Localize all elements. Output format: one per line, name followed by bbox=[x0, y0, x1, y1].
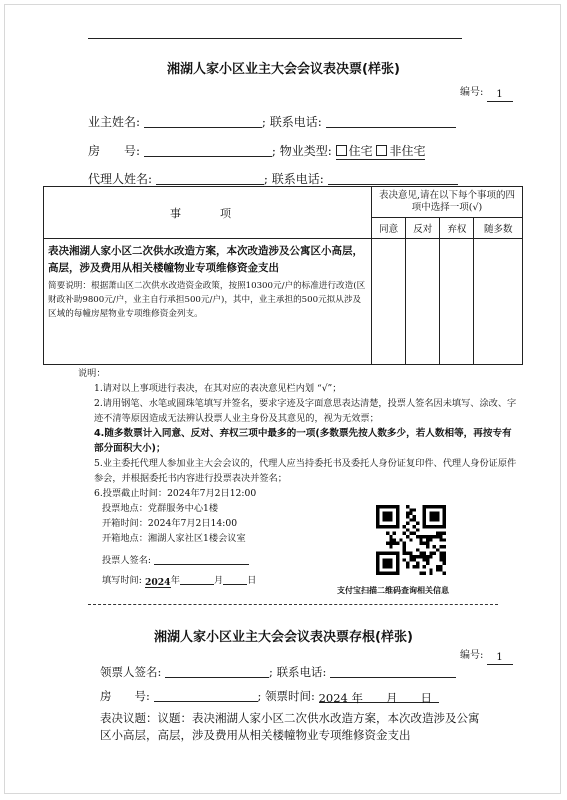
qr-caption: 支付宝扫描二维码查询相关信息 bbox=[337, 586, 449, 595]
stub-title: 湘湖人家小区业主大会会议表决票存根(样张) bbox=[154, 630, 413, 645]
serial-value[interactable]: 1 bbox=[487, 89, 513, 102]
owner-name-label: 业主姓名: bbox=[88, 115, 141, 129]
vote-majority-cell[interactable] bbox=[474, 239, 523, 365]
count-place: 开箱地点：湘湖人家社区1楼会议室 bbox=[102, 533, 246, 544]
fill-year[interactable]: 2024 bbox=[144, 577, 171, 588]
serial-label: 编号: bbox=[460, 87, 484, 98]
non-residential-label: 非住宅 bbox=[389, 144, 426, 158]
stub-receive-time-field[interactable] bbox=[319, 690, 439, 703]
top-rule bbox=[88, 38, 462, 39]
stub-room-row: 房 号: ; 领票时间: 2024 年 月 日 bbox=[100, 688, 439, 705]
note-4: 4.随多数票计入同意、反对、弃权三项中最多的一项(多数票先按人数多少，若人数相等，再按专有部分面积大小)； bbox=[94, 428, 512, 454]
agent-phone-label: 联系电话: bbox=[271, 172, 324, 186]
fill-time-row bbox=[78, 572, 518, 588]
vote-agree-cell[interactable] bbox=[372, 239, 406, 365]
matter-description: 简要说明：根据萧山区二次供水改造资金政策，按照10300元/户的标准进行改造(区财政补助9800元/户，业主自行承担500元/户)，其中，业主承担的500元拟从涉及区域的每幢房屋物业专项维修资金列支。 bbox=[48, 281, 366, 319]
item-header: 事 项 bbox=[44, 187, 372, 239]
vote-deadline: 6.投票截止时间：2024年7月2日12:00 bbox=[94, 488, 257, 499]
residential-checkbox[interactable] bbox=[336, 145, 347, 156]
year-char: 年 bbox=[170, 575, 180, 586]
note-1: 1.请对以上事项进行表决，在其对应的表决意见栏内划 “√”； bbox=[94, 383, 342, 394]
agent-phone-field[interactable] bbox=[328, 172, 458, 185]
stub-receiver-row: 领票人签名: ; 联系电话: bbox=[100, 664, 456, 681]
agent-row: 代理人姓名: ; 联系电话: bbox=[88, 170, 458, 187]
stub-serial-label: 编号: bbox=[460, 650, 484, 661]
stub-receiver-label: 领票人签名: bbox=[100, 665, 162, 679]
room-label: 房 号: bbox=[88, 144, 141, 158]
vote-oppose-cell[interactable] bbox=[406, 239, 440, 365]
note-5: 5.业主委托代理人参加业主大会会议的，代理人应当持委托书及委托人身份证复印件、代理人身份证原件参会，并根据委托书内容进行投票表决并签名； bbox=[94, 458, 517, 484]
count-time: 开箱时间：2024年7月2日14:00 bbox=[102, 518, 238, 529]
stub-day-char: 日 bbox=[420, 691, 433, 705]
stub-phone-label: 联系电话: bbox=[276, 665, 327, 679]
ballot-title: 湘湖人家小区业主大会会议表决票(样张) bbox=[167, 62, 400, 77]
qr-code[interactable] bbox=[376, 505, 446, 575]
room-row: 房 号: ; 物业类型: 住宅 非住宅 bbox=[88, 144, 426, 158]
matter-cell bbox=[44, 239, 372, 365]
owner-phone-label: 联系电话: bbox=[269, 115, 322, 129]
voter-sign-field[interactable] bbox=[154, 552, 249, 565]
owner-name-field[interactable] bbox=[144, 115, 262, 128]
vote-place: 投票地点：党群服务中心1楼 bbox=[102, 503, 219, 514]
vote-table bbox=[43, 186, 523, 365]
stub-serial-number bbox=[460, 646, 513, 665]
voter-sign-label: 投票人签名: bbox=[102, 555, 152, 566]
stub-year-char: 年 bbox=[351, 691, 364, 705]
fill-day-field[interactable] bbox=[223, 572, 247, 585]
stub-room-field[interactable] bbox=[154, 689, 258, 702]
stub-receiver-field[interactable] bbox=[165, 665, 269, 678]
residential-label: 住宅 bbox=[348, 144, 373, 158]
property-type-label: 物业类型: bbox=[279, 144, 332, 158]
room-field[interactable] bbox=[144, 144, 272, 157]
agent-name-field[interactable] bbox=[156, 172, 264, 185]
vote-abstain-cell[interactable] bbox=[440, 239, 474, 365]
owner-phone-field[interactable] bbox=[326, 115, 456, 128]
tear-off-divider bbox=[88, 604, 498, 605]
stub-serial-value[interactable]: 1 bbox=[487, 652, 513, 665]
owner-name-row: 业主姓名: ; 联系电话: bbox=[88, 113, 456, 130]
agent-name-label: 代理人姓名: bbox=[88, 172, 153, 186]
serial-number bbox=[460, 83, 513, 102]
stub-receive-time-label: 领票时间: bbox=[265, 689, 315, 703]
note-2: 2.请用钢笔、水笔或圆珠笔填写并签名，要求字迹及字面意思表达清楚，投票人签名因未填写、涂改、字迹不清等原因造成无法辨认投票人业主身份及其意见的，视为无效票； bbox=[94, 398, 517, 424]
stub-room-label: 房 号: bbox=[100, 689, 150, 703]
option-agree-header: 同意 bbox=[372, 218, 406, 239]
month-char: 月 bbox=[213, 575, 224, 586]
notes-section bbox=[78, 366, 518, 588]
option-majority-header: 随多数 bbox=[474, 218, 523, 239]
voter-sign-row bbox=[78, 552, 518, 568]
stub-phone-field[interactable] bbox=[330, 665, 456, 678]
option-oppose-header: 反对 bbox=[406, 218, 440, 239]
property-type-options bbox=[336, 144, 426, 160]
opinion-header: 表决意见,请在以下每个事项的四项中选择一项(√) bbox=[372, 187, 523, 218]
option-abstain-header: 弃权 bbox=[440, 218, 474, 239]
fill-month-field[interactable] bbox=[180, 572, 214, 585]
non-residential-checkbox[interactable] bbox=[376, 145, 387, 156]
stub-matter: 表决议题：议题：表决湘湖人家小区二次供水改造方案，本次改造涉及公寓区小高层，高层，涉及费用从相关楼幢物业专项维修资金支出 bbox=[100, 711, 480, 742]
day-char: 日 bbox=[247, 575, 257, 586]
matter-title: 表决湘湖人家小区二次供水改造方案，本次改造涉及公寓区小高层，高层，涉及费用从相关楼幢物业专项维修资金支出 bbox=[48, 245, 363, 274]
stub-year: 2024 bbox=[318, 691, 348, 705]
stub-month-char: 月 bbox=[386, 691, 398, 705]
notes-heading: 说明： bbox=[78, 368, 106, 379]
fill-time-label: 填写时间: bbox=[102, 575, 142, 586]
